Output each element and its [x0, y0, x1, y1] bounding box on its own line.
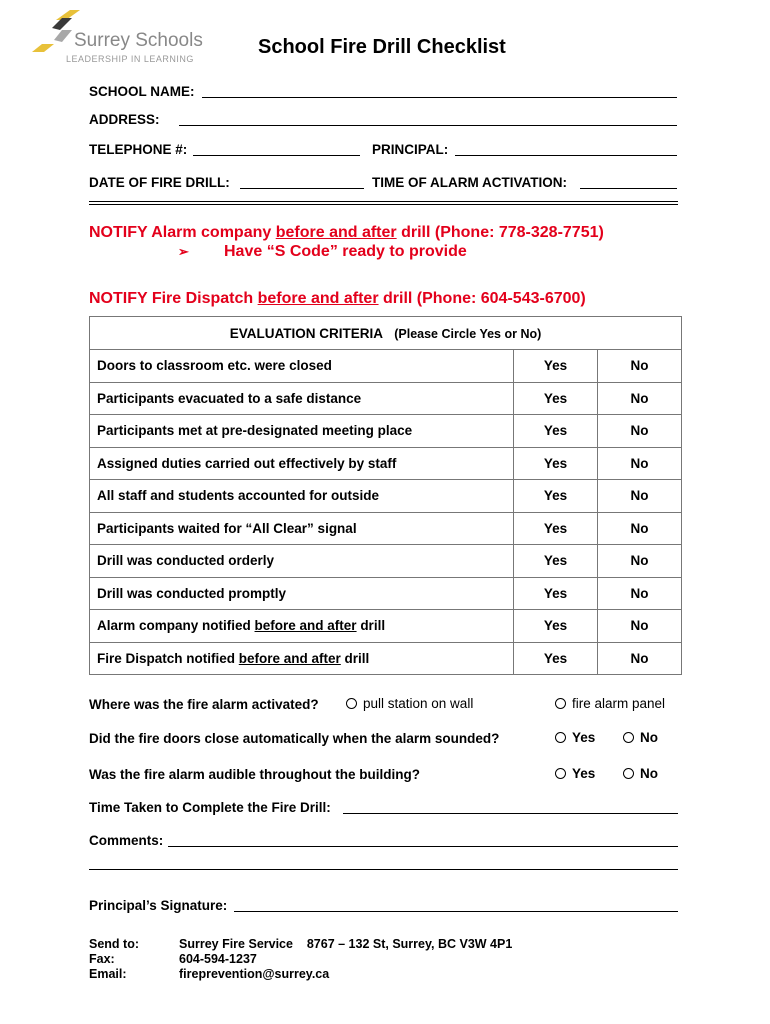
- yes-option[interactable]: Yes: [514, 610, 598, 643]
- notify-text: NOTIFY Fire Dispatch: [89, 290, 258, 307]
- criteria-text: All staff and students accounted for outside: [97, 488, 380, 504]
- s-code-note: Have “S Code” ready to provide: [224, 243, 467, 260]
- comments-field-line2[interactable]: [89, 869, 678, 870]
- table-row: [90, 382, 682, 415]
- criteria-text: Alarm company notified: [97, 618, 255, 634]
- no-option[interactable]: No: [598, 512, 682, 545]
- criteria-cell: [90, 350, 514, 383]
- criteria-text: Drill was conducted orderly: [97, 553, 275, 569]
- option-label: Yes: [572, 766, 596, 781]
- criteria-cell: [90, 610, 514, 643]
- send-to-value: Surrey Fire Service 8767 – 132 St, Surrey, BC V3W 4P1: [179, 937, 513, 951]
- table-row: [90, 545, 682, 578]
- criteria-cell: [90, 642, 514, 675]
- email-label: Email:: [89, 967, 127, 981]
- page-title: School Fire Drill Checklist: [258, 36, 506, 58]
- radio-icon: [555, 698, 566, 709]
- no-option[interactable]: No: [598, 415, 682, 448]
- criteria-cell: [90, 382, 514, 415]
- fax-label: Fax:: [89, 952, 115, 966]
- table-row: [90, 642, 682, 675]
- table-row: [90, 447, 682, 480]
- radio-icon: [555, 732, 566, 743]
- logo-tagline: LEADERSHIP IN LEARNING: [66, 54, 194, 64]
- q2-no[interactable]: [623, 730, 658, 745]
- notify-alarm-company: [89, 224, 604, 242]
- address-label: ADDRESS:: [89, 112, 160, 127]
- option-label: No: [640, 766, 658, 781]
- q3-yes[interactable]: [555, 766, 595, 781]
- no-option[interactable]: No: [598, 642, 682, 675]
- q3-text: Was the fire alarm audible throughout the building?: [89, 767, 421, 782]
- telephone-field[interactable]: [193, 155, 360, 156]
- no-option[interactable]: No: [598, 610, 682, 643]
- criteria-emphasis: before and after: [238, 650, 341, 666]
- table-row: [90, 512, 682, 545]
- comments-label: Comments:: [89, 833, 164, 848]
- notify-phone: drill (Phone: 604-543-6700): [378, 290, 586, 307]
- no-option[interactable]: No: [598, 577, 682, 610]
- no-option[interactable]: No: [598, 447, 682, 480]
- surrey-schools-logo: [28, 8, 203, 64]
- table-row: [90, 415, 682, 448]
- yes-option[interactable]: Yes: [514, 415, 598, 448]
- school-name-label: SCHOOL NAME:: [89, 84, 195, 99]
- q1-option-pull-station[interactable]: [346, 696, 473, 711]
- yes-option[interactable]: Yes: [514, 447, 598, 480]
- header-note: (Please Circle Yes or No): [394, 326, 542, 341]
- criteria-text: Doors to classroom etc. were closed: [97, 358, 332, 374]
- time-taken-field[interactable]: [343, 813, 678, 814]
- fax-value: 604-594-1237: [179, 952, 257, 966]
- table-row: [90, 480, 682, 513]
- radio-icon: [555, 768, 566, 779]
- notify-emphasis: before and after: [275, 224, 397, 241]
- yes-option[interactable]: Yes: [514, 382, 598, 415]
- no-option[interactable]: No: [598, 382, 682, 415]
- q2-yes[interactable]: [555, 730, 595, 745]
- radio-icon: [623, 732, 634, 743]
- divider: [89, 201, 678, 202]
- notify-phone: drill (Phone: 778-328-7751): [396, 224, 604, 241]
- notify-text: NOTIFY Alarm company: [89, 224, 276, 241]
- criteria-cell: [90, 480, 514, 513]
- criteria-cell: [90, 415, 514, 448]
- no-option[interactable]: No: [598, 545, 682, 578]
- option-label: fire alarm panel: [572, 696, 666, 711]
- criteria-text: Fire Dispatch notified: [97, 650, 239, 666]
- option-label: pull station on wall: [363, 696, 474, 711]
- time-taken-label: Time Taken to Complete the Fire Drill:: [89, 800, 331, 815]
- criteria-cell: [90, 545, 514, 578]
- divider: [89, 204, 678, 205]
- yes-option[interactable]: Yes: [514, 642, 598, 675]
- option-label: No: [640, 730, 658, 745]
- evaluation-table: [89, 316, 682, 675]
- radio-icon: [623, 768, 634, 779]
- no-option[interactable]: No: [598, 350, 682, 383]
- criteria-cell: [90, 512, 514, 545]
- q1-text: Where was the fire alarm activated?: [89, 697, 319, 712]
- yes-option[interactable]: Yes: [514, 577, 598, 610]
- table-row: [90, 610, 682, 643]
- criteria-cell: [90, 447, 514, 480]
- criteria-text: Drill was conducted promptly: [97, 585, 287, 601]
- principal-label: PRINCIPAL:: [372, 142, 449, 157]
- signature-field[interactable]: [234, 911, 678, 912]
- criteria-emphasis: before and after: [254, 618, 357, 634]
- date-label: DATE OF FIRE DRILL:: [89, 175, 230, 190]
- yes-option[interactable]: Yes: [514, 545, 598, 578]
- criteria-text: drill: [356, 618, 386, 634]
- criteria-text: Assigned duties carried out effectively by staff: [97, 455, 397, 471]
- comments-field[interactable]: [168, 846, 678, 847]
- arrow-bullet-icon: ➢: [178, 244, 189, 259]
- yes-option[interactable]: Yes: [514, 480, 598, 513]
- criteria-cell: [90, 577, 514, 610]
- date-field[interactable]: [240, 188, 364, 189]
- yes-option[interactable]: Yes: [514, 512, 598, 545]
- logo-name: Surrey Schools: [74, 30, 203, 51]
- email-value[interactable]: fireprevention@surrey.ca: [179, 967, 330, 981]
- yes-option[interactable]: Yes: [514, 350, 598, 383]
- header-title: EVALUATION CRITERIA: [229, 325, 383, 341]
- signature-label: Principal’s Signature:: [89, 898, 228, 913]
- school-name-field[interactable]: [202, 97, 677, 98]
- option-label: Yes: [572, 730, 596, 745]
- time-label: TIME OF ALARM ACTIVATION:: [372, 175, 567, 190]
- table-row: [90, 577, 682, 610]
- q1-option-panel[interactable]: [555, 696, 665, 711]
- q2-text: Did the fire doors close automatically when the alarm sounded?: [89, 731, 500, 746]
- criteria-text: Participants evacuated to a safe distance: [97, 390, 362, 406]
- table-row: [90, 350, 682, 383]
- telephone-label: TELEPHONE #:: [89, 142, 188, 157]
- notify-emphasis: before and after: [257, 290, 379, 307]
- send-to-label: Send to:: [89, 937, 139, 951]
- criteria-text: Participants met at pre-designated meeting place: [97, 423, 413, 439]
- no-option[interactable]: No: [598, 480, 682, 513]
- principal-field[interactable]: [455, 155, 677, 156]
- notify-fire-dispatch: [89, 290, 586, 308]
- q3-no[interactable]: [623, 766, 658, 781]
- criteria-text: drill: [340, 650, 370, 666]
- address-field[interactable]: [179, 125, 677, 126]
- criteria-text: Participants waited for “All Clear” signal: [97, 520, 357, 536]
- table-header: [90, 317, 682, 350]
- radio-icon: [346, 698, 357, 709]
- time-field[interactable]: [580, 188, 677, 189]
